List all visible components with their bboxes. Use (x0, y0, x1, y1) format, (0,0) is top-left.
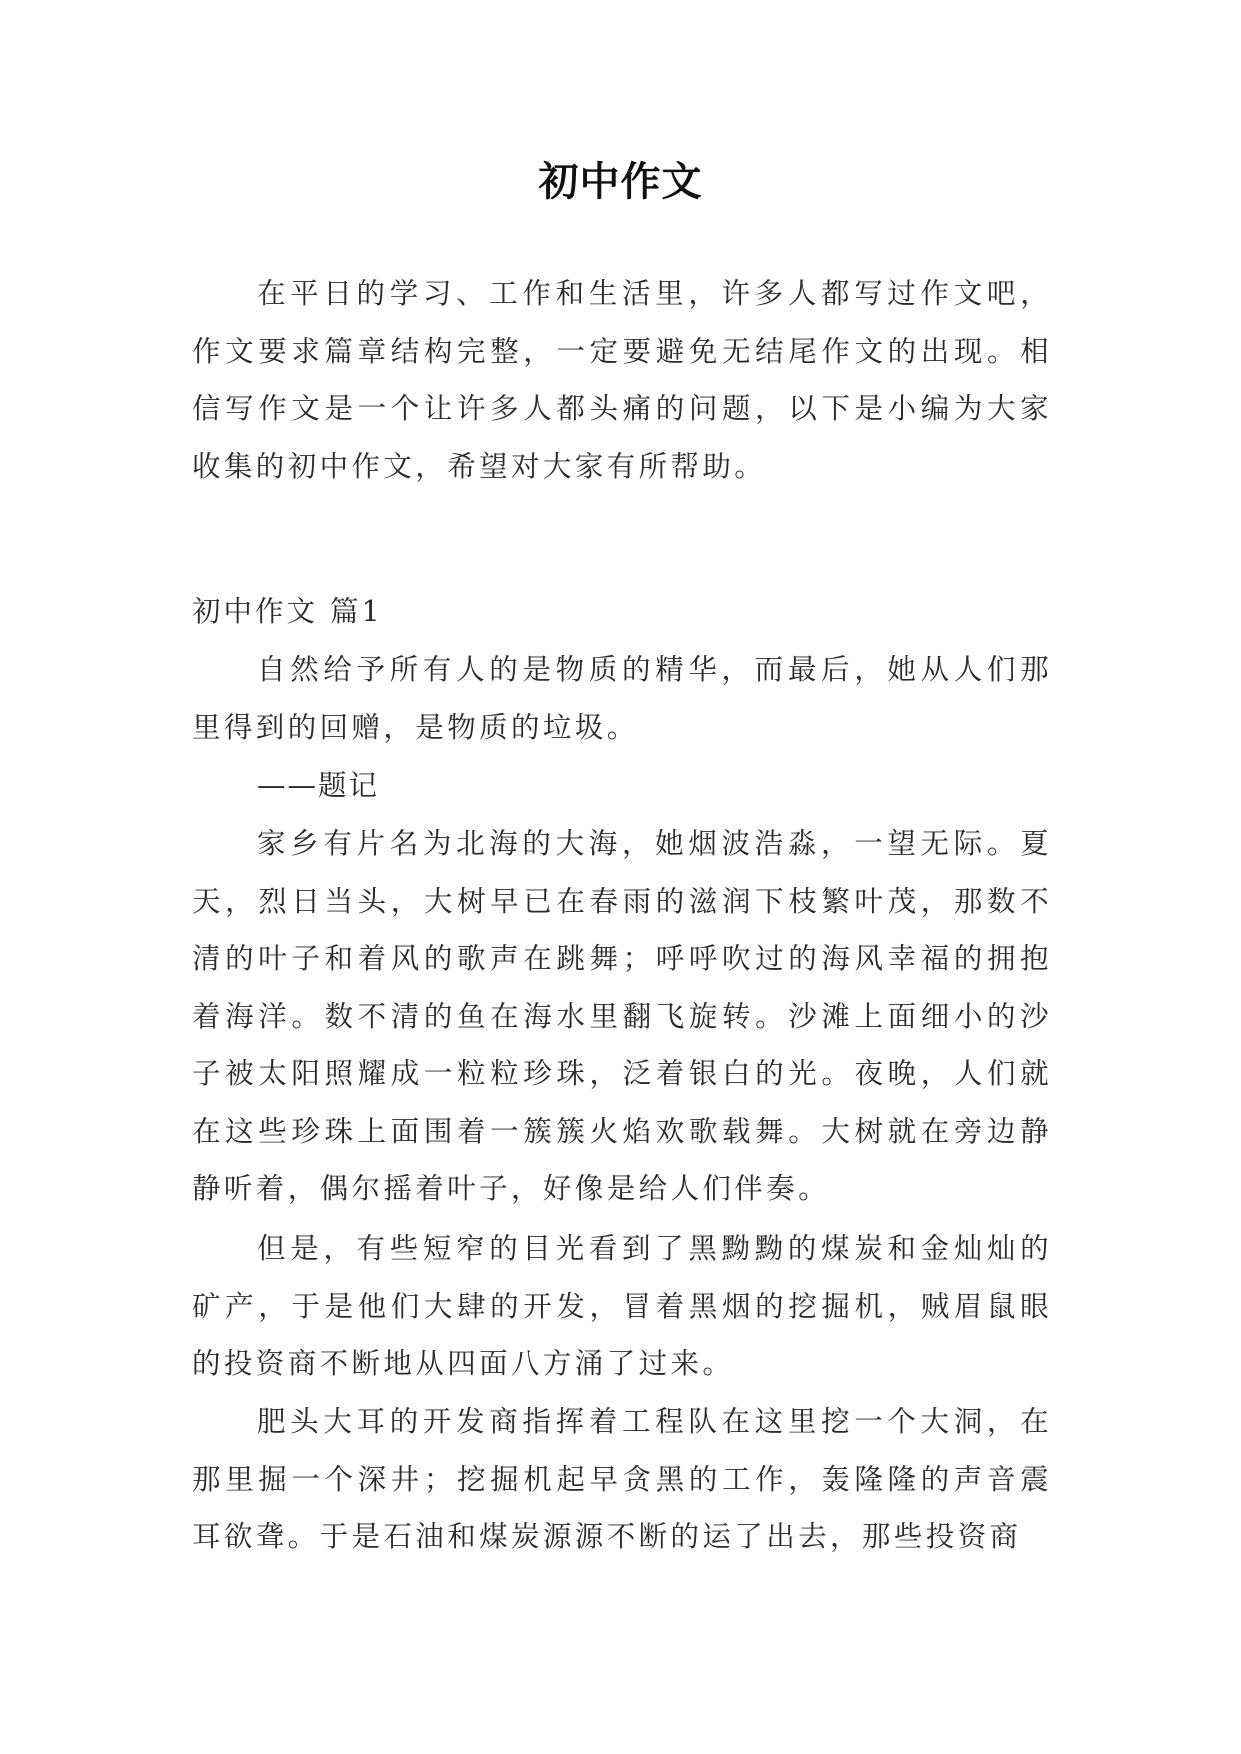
body-paragraph: 肥头大耳的开发商指挥着工程队在这里挖一个大洞，在那里掘一个深井；挖掘机起早贪黑的工作，轰隆隆的声音震耳欲聋。于是石油和煤炭源源不断的运了出去，那些投资商 (192, 1405, 1052, 1553)
epigraph-attribution: ——题记 (257, 769, 380, 802)
epigraph-paragraph: 自然给予所有人的是物质的精华，而最后，她从人们那里得到的回赠，是物质的垃圾。 (192, 653, 1052, 744)
intro-paragraph: 在平日的学习、工作和生活里，许多人都写过作文吧，作文要求篇章结构完整，一定要避免无结尾作文的出现。相信写作文是一个让许多人都头痛的问题，以下是小编为大家收集的初中作文，希望对大家有所帮助。 (192, 277, 1052, 483)
body-paragraph: 但是，有些短窄的目光看到了黑黝黝的煤炭和金灿灿的矿产，于是他们大肆的开发，冒着黑烟的挖掘机，贼眉鼠眼的投资商不断地从四面八方涌了过来。 (192, 1232, 1052, 1380)
body-paragraph: 家乡有片名为北海的大海，她烟波浩淼，一望无际。夏天，烈日当头，大树早已在春雨的滋润下枝繁叶茂，那数不清的叶子和着风的歌声在跳舞；呼呼吹过的海风幸福的拥抱着海洋。数不清的鱼在海水里翻飞旋转。沙滩上面细小的沙子被太阳照耀成一粒粒珍珠，泛着银白的光。夜晚，人们就在这些珍珠上面围着一簇簇火焰欢歌载舞。大树就在旁边静静听着，偶尔摇着叶子，好像是给人们伴奏。 (192, 827, 1052, 1205)
document-title: 初中作文 (538, 159, 703, 205)
section-heading: 初中作文 篇1 (192, 595, 383, 628)
